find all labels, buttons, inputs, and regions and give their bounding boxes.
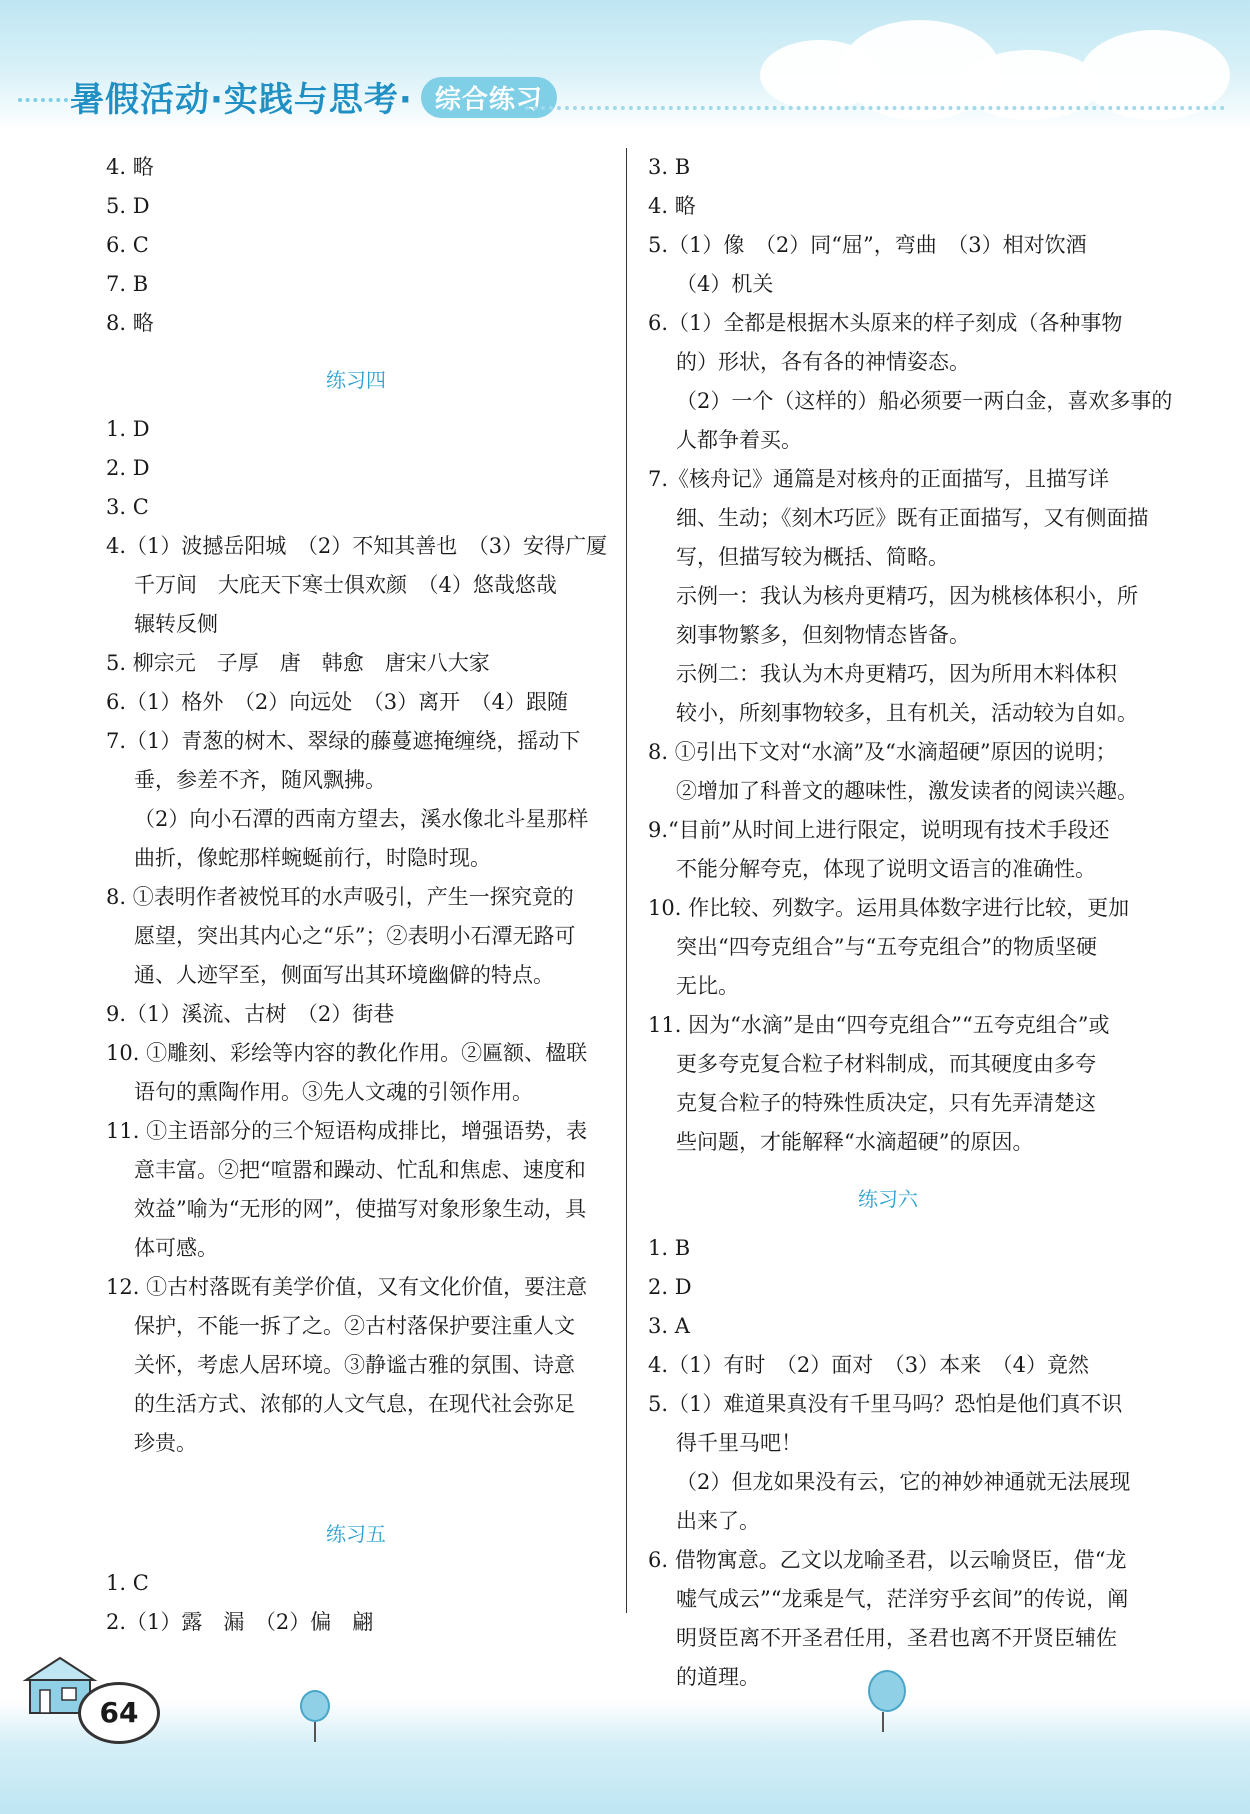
answer-line: 7.（1）青葱的树木、翠绿的藤蔓遮掩缠绕，摇动下 xyxy=(106,729,581,753)
answer-line: 1. B xyxy=(648,1236,691,1260)
section-heading-ex6: 练习六 xyxy=(858,1187,918,1211)
answer-line: 3. A xyxy=(648,1314,690,1338)
answer-line: 更多夸克复合粒子材料制成，而其硬度由多夸 xyxy=(676,1052,1096,1076)
answer-line: 刻事物繁多，但刻物情态皆备。 xyxy=(676,623,970,647)
answer-line: 突出“四夸克组合”与“五夸克组合”的物质坚硬 xyxy=(676,935,1097,959)
page-number: 64 xyxy=(78,1682,160,1744)
answer-line: 的）形状，各有各的神情姿态。 xyxy=(676,350,970,374)
answer-line: 9.“目前”从时间上进行限定，说明现有技术手段还 xyxy=(648,818,1110,842)
answer-list-ex6 xyxy=(648,1229,1148,1697)
answer-line: 克复合粒子的特殊性质决定，只有先弄清楚这 xyxy=(676,1091,1096,1115)
answer-line: 8. 略 xyxy=(106,311,154,335)
answer-line: 关怀，考虑人居环境。③静谧古雅的氛围、诗意 xyxy=(134,1353,575,1377)
answer-list-top xyxy=(106,148,606,343)
answer-line: 意丰富。②把“喧嚣和躁动、忙乱和焦虑、速度和 xyxy=(134,1158,586,1182)
answer-line: 出来了。 xyxy=(676,1509,760,1533)
answer-line: 7.《核舟记》通篇是对核舟的正面描写，且描写详 xyxy=(648,467,1110,491)
answer-line: 无比。 xyxy=(676,974,739,998)
answer-line: 的道理。 xyxy=(676,1665,760,1689)
answer-line: （4）机关 xyxy=(676,272,774,296)
page-header xyxy=(0,0,1250,130)
answer-line: 珍贵。 xyxy=(134,1431,197,1455)
answer-line: 4. 略 xyxy=(106,155,154,179)
answer-line: 11. 因为“水滴”是由“四夸克组合”“五夸克组合”或 xyxy=(648,1013,1110,1037)
title-part-2: 实践与思考 xyxy=(223,80,399,120)
answer-line: 千万间 大庇天下寒士俱欢颜 （4）悠哉悠哉 xyxy=(134,573,557,597)
answer-line: 12. ①古村落既有美学价值，又有文化价值，要注意 xyxy=(106,1275,588,1299)
tree-icon xyxy=(868,1670,906,1732)
right-column xyxy=(648,148,1173,1697)
answer-line: 的生活方式、浓郁的人文气息，在现代社会弥足 xyxy=(134,1392,575,1416)
answer-line: 6. C xyxy=(106,233,149,257)
answer-line: ②增加了科普文的趣味性，激发读者的阅读兴趣。 xyxy=(676,779,1138,803)
answer-list-ex5-cont xyxy=(648,148,1173,1162)
answer-line: 曲折，像蛇那样蜿蜒前行，时隐时现。 xyxy=(134,846,491,870)
answer-line: 3. C xyxy=(106,495,149,519)
left-column xyxy=(106,148,606,1642)
answer-line: 不能分解夸克，体现了说明文语言的准确性。 xyxy=(676,857,1096,881)
book-title xyxy=(70,72,557,121)
page-footer xyxy=(0,1700,1250,1814)
column-divider xyxy=(626,148,627,1613)
answer-line: 4.（1）波撼岳阳城 （2）不知其善也 （3）安得广厦 xyxy=(106,534,608,558)
answer-line: 些问题，才能解释“水滴超硬”的原因。 xyxy=(676,1130,1034,1154)
answer-line: （2）向小石潭的西南方望去，溪水像北斗星那样 xyxy=(134,807,589,831)
dotted-rule-left xyxy=(18,98,68,102)
answer-line: 2.（1）露 漏 （2）偏 翩 xyxy=(106,1610,374,1634)
answer-line: 10. 作比较、列数字。运用具体数字进行比较，更加 xyxy=(648,896,1130,920)
answer-line: （2）一个（这样的）船必须要一两白金，喜欢多事的 xyxy=(676,389,1173,413)
answer-line: 2. D xyxy=(106,456,150,480)
answer-line: 10. ①雕刻、彩绘等内容的教化作用。②匾额、楹联 xyxy=(106,1041,588,1065)
answer-line: 体可感。 xyxy=(134,1236,218,1260)
answer-line: 1. C xyxy=(106,1571,149,1595)
answer-line: 5. D xyxy=(106,194,150,218)
answer-line: 6.（1）格外 （2）向远处 （3）离开 （4）跟随 xyxy=(106,690,568,714)
answer-line: 愿望，突出其内心之“乐”；②表明小石潭无路可 xyxy=(134,924,576,948)
title-separator: · xyxy=(210,80,224,120)
answer-line: 示例一：我认为核舟更精巧，因为桃核体积小，所 xyxy=(676,584,1138,608)
answer-line: 3. B xyxy=(648,155,691,179)
answer-line: 人都争着买。 xyxy=(676,428,802,452)
section-heading-ex5: 练习五 xyxy=(326,1522,386,1546)
section-heading-ex4: 练习四 xyxy=(326,368,386,392)
answer-line: 嘘气成云”“龙乘是气，茫洋穷乎玄间”的传说，阐 xyxy=(676,1587,1129,1611)
title-separator: · xyxy=(398,80,413,120)
answer-line: 效益”喻为“无形的网”，使描写对象形象生动，具 xyxy=(134,1197,587,1221)
answer-list-ex5 xyxy=(106,1564,606,1642)
answer-line: 较小，所刻事物较多，且有机关，活动较为自如。 xyxy=(676,701,1138,725)
answer-line: 5.（1）难道果真没有千里马吗？恐怕是他们真不识 xyxy=(648,1392,1123,1416)
answer-line: 5.（1）像 （2）同“屈”，弯曲 （3）相对饮酒 xyxy=(648,233,1087,257)
answer-line: 7. B xyxy=(106,272,149,296)
answer-line: 1. D xyxy=(106,417,150,441)
answer-line: 明贤臣离不开圣君任用，圣君也离不开贤臣辅佐 xyxy=(676,1626,1117,1650)
answer-line: 示例二：我认为木舟更精巧，因为所用木料体积 xyxy=(676,662,1117,686)
title-badge: 综合练习 xyxy=(421,77,557,118)
answer-line: 垂，参差不齐，随风飘拂。 xyxy=(134,768,386,792)
title-part-1: 暑假活动 xyxy=(70,80,210,120)
answer-line: 得千里马吧！ xyxy=(676,1431,802,1455)
answer-line: 6. 借物寓意。乙文以龙喻圣君，以云喻贤臣，借“龙 xyxy=(648,1548,1127,1572)
answer-line: 保护，不能一拆了之。②古村落保护要注重人文 xyxy=(134,1314,575,1338)
answer-line: 6.（1）全都是根据木头原来的样子刻成（各种事物 xyxy=(648,311,1123,335)
answer-line: 写，但描写较为概括、简略。 xyxy=(676,545,949,569)
tree-icon xyxy=(300,1690,330,1742)
answer-line: 11. ①主语部分的三个短语构成排比，增强语势，表 xyxy=(106,1119,588,1143)
answer-line: 9.（1）溪流、古树 （2）街巷 xyxy=(106,1002,395,1026)
answer-line: 4.（1）有时 （2）面对 （3）本来 （4）竟然 xyxy=(648,1353,1089,1377)
answer-line: （2）但龙如果没有云，它的神妙神通就无法展现 xyxy=(676,1470,1131,1494)
answer-line: 4. 略 xyxy=(648,194,696,218)
answer-line: 2. D xyxy=(648,1275,692,1299)
answer-line: 5. 柳宗元 子厚 唐 韩愈 唐宋八大家 xyxy=(106,651,490,675)
answer-line: 语句的熏陶作用。③先人文魂的引领作用。 xyxy=(134,1080,533,1104)
answer-line: 通、人迹罕至，侧面写出其环境幽僻的特点。 xyxy=(134,963,554,987)
answer-list-ex4 xyxy=(106,410,606,1463)
dotted-rule-right xyxy=(525,106,1225,110)
answer-line: 8. ①引出下文对“水滴”及“水滴超硬”原因的说明； xyxy=(648,740,1117,764)
answer-line: 8. ①表明作者被悦耳的水声吸引，产生一探究竟的 xyxy=(106,885,574,909)
answer-line: 细、生动；《刻木巧匠》既有正面描写，又有侧面描 xyxy=(676,506,1149,530)
answer-line: 辗转反侧 xyxy=(134,612,218,636)
